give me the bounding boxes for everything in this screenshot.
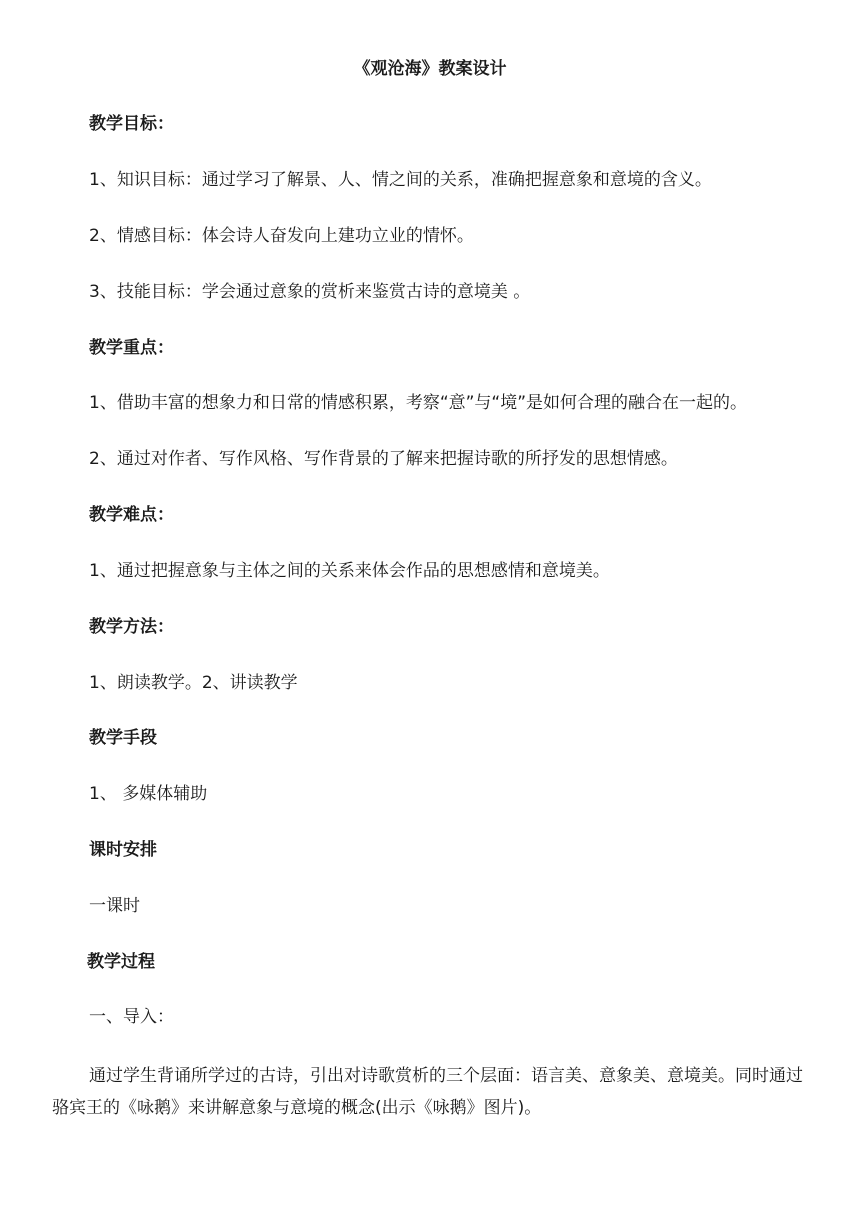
goal-item-1: 1、知识目标：通过学习了解景、人、情之间的关系，准确把握意象和意境的含义。 xyxy=(89,170,712,190)
difficulty-item-1: 1、通过把握意象与主体之间的关系来体会作品的思想感情和意境美。 xyxy=(89,561,610,581)
difficulty-heading: 教学难点： xyxy=(89,505,174,525)
schedule-item-1: 一课时 xyxy=(89,896,140,916)
focus-item-2: 2、通过对作者、写作风格、写作背景的了解来把握诗歌的所抒发的思想情感。 xyxy=(89,449,678,469)
method-heading: 教学方法： xyxy=(89,617,174,637)
goal-item-3: 3、技能目标：学会通过意象的赏析来鉴赏古诗的意境美 。 xyxy=(89,282,531,302)
focus-heading: 教学重点： xyxy=(89,338,174,358)
process-heading: 教学过程 xyxy=(87,952,155,972)
process-intro: 一、导入： xyxy=(89,1007,174,1027)
means-heading: 教学手段 xyxy=(89,728,157,748)
focus-item-1: 1、借助丰富的想象力和日常的情感积累，考察“意”与“境”是如何合理的融合在一起的。 xyxy=(89,393,748,413)
method-item-1: 1、朗读教学。2、讲读教学 xyxy=(89,673,298,693)
means-item-1: 1、 多媒体辅助 xyxy=(89,784,208,804)
schedule-heading: 课时安排 xyxy=(89,840,157,860)
goal-item-2: 2、情感目标：体会诗人奋发向上建功立业的情怀。 xyxy=(89,226,474,246)
goals-heading: 教学目标： xyxy=(89,114,174,134)
document-title: 《观沧海》教案设计 xyxy=(353,59,507,79)
process-paragraph: 通过学生背诵所学过的古诗，引出对诗歌赏析的三个层面：语言美、意象美、意境美。同时通过骆宾王的《咏鹅》来讲解意象与意境的概念(出示《咏鹅》图片)。 xyxy=(52,1066,803,1118)
